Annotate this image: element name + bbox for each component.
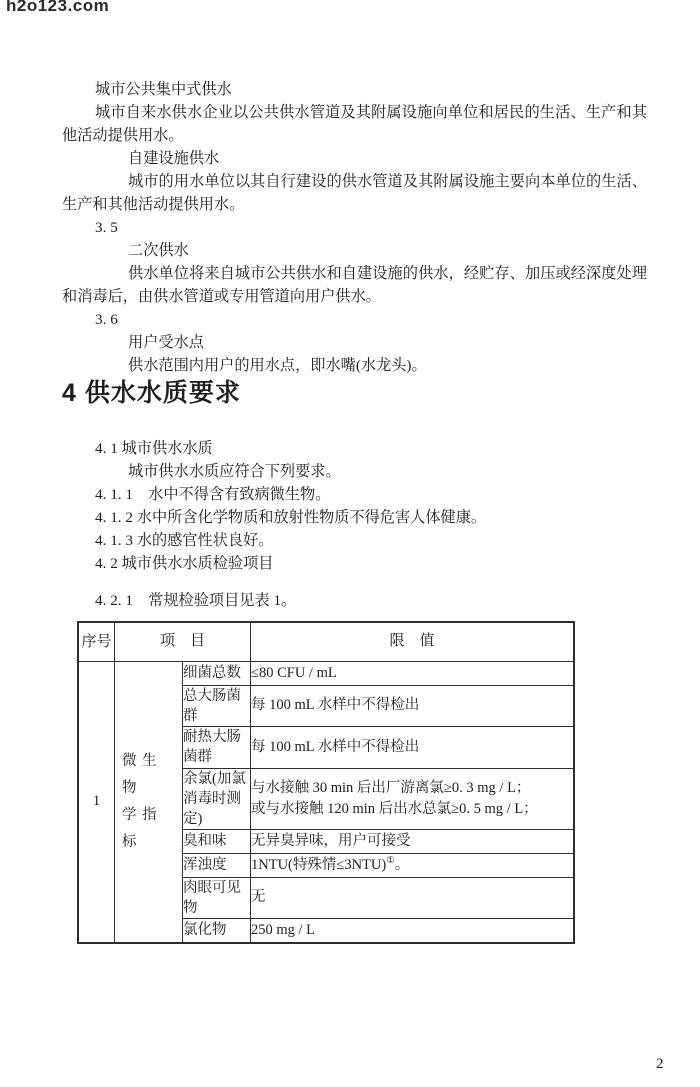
clause-number-3-5: 3. 5 — [95, 219, 118, 236]
table-cell-limit: 无异臭异味，用户可接受 — [251, 829, 575, 853]
table-cell-item: 臭和味 — [183, 829, 251, 853]
table-header-seq: 序号 — [78, 622, 115, 661]
clause-number-3-6: 3. 6 — [95, 311, 118, 328]
table-cell-limit: 无 — [251, 877, 575, 918]
table-cell-limit: 1NTU(特殊情≤3NTU)①。 — [251, 853, 575, 877]
def-self-built-supply: 城市的用水单位以其自行建设的供水管道及其附属设施主要向本单位的生活、生产和其他活动提供用水。 — [62, 173, 647, 213]
table-cell-item: 余氯(加氯消毒时测定) — [183, 768, 251, 829]
table-cell-limit: ≤80 CFU / mL — [251, 661, 575, 685]
table-cell-item: 肉眼可见物 — [183, 877, 251, 918]
clause-4-1-body: 城市供水水质应符合下列要求。 — [128, 463, 341, 480]
site-watermark: h2o123.com — [6, 0, 110, 15]
def-user-tap-point: 供水范围内用户的用水点，即水嘴(水龙头)。 — [128, 357, 427, 374]
document-content — [62, 78, 647, 944]
term-self-built-supply: 自建设施供水 — [128, 150, 220, 167]
table-cell-item: 氯化物 — [183, 918, 251, 943]
table-cell-seq: 1 — [78, 661, 115, 943]
def-public-supply: 城市自来水供水企业以公共供水管道及其附属设施向单位和居民的生活、生产和其他活动提供用水。 — [62, 104, 647, 144]
section-4-heading: 4 供水水质要求 — [62, 379, 241, 407]
table-cell-item: 耐热大肠菌群 — [183, 726, 251, 768]
clause-4-1-3: 4. 1. 3 水的感官性状良好。 — [95, 532, 274, 549]
table-header-item: 项 目 — [115, 622, 251, 661]
table-row — [78, 661, 574, 685]
clause-4-2: 4. 2 城市供水水质检验项目 — [95, 555, 274, 572]
table-cell-item: 细菌总数 — [183, 661, 251, 685]
table-cell-limit: 250 mg / L — [251, 918, 575, 943]
page-number: 2 — [656, 1056, 664, 1072]
table-cell-item: 总大肠菌群 — [183, 685, 251, 726]
table-cell-limit: 每 100 mL 水样中不得检出 — [251, 685, 575, 726]
clause-4-2-1: 4. 2. 1 常规检验项目见表 1。 — [95, 592, 297, 609]
term-secondary-supply: 二次供水 — [128, 242, 189, 259]
table-cell-group-microbiology: 微 生 物 学 指 标 — [115, 661, 183, 943]
def-secondary-supply: 供水单位将来自城市公共供水和自建设施的供水，经贮存、加压或经深度处理和消毒后，由供水管道或专用管道向用户供水。 — [62, 265, 647, 305]
term-user-tap-point: 用户受水点 — [128, 334, 204, 351]
term-public-supply: 城市公共集中式供水 — [95, 81, 232, 98]
table-cell-limit: 每 100 mL 水样中不得检出 — [251, 726, 575, 768]
clause-4-1-1: 4. 1. 1 水中不得含有致病微生物。 — [95, 486, 331, 503]
clause-4-1-2: 4. 1. 2 水中所含化学物质和放射性物质不得危害人体健康。 — [95, 509, 487, 526]
table-cell-item: 浑浊度 — [183, 853, 251, 877]
table-cell-limit: 与水接触 30 min 后出厂游离氯≥0. 3 mg / L； 或与水接触 120 min 后出水总氯≥0. 5 mg / L； — [251, 768, 575, 829]
table-header-limit: 限 值 — [251, 622, 575, 661]
footnote-marker: ① — [386, 855, 395, 866]
clause-4-1: 4. 1 城市供水水质 — [95, 440, 213, 457]
table-1-regular-test-items — [77, 621, 575, 944]
